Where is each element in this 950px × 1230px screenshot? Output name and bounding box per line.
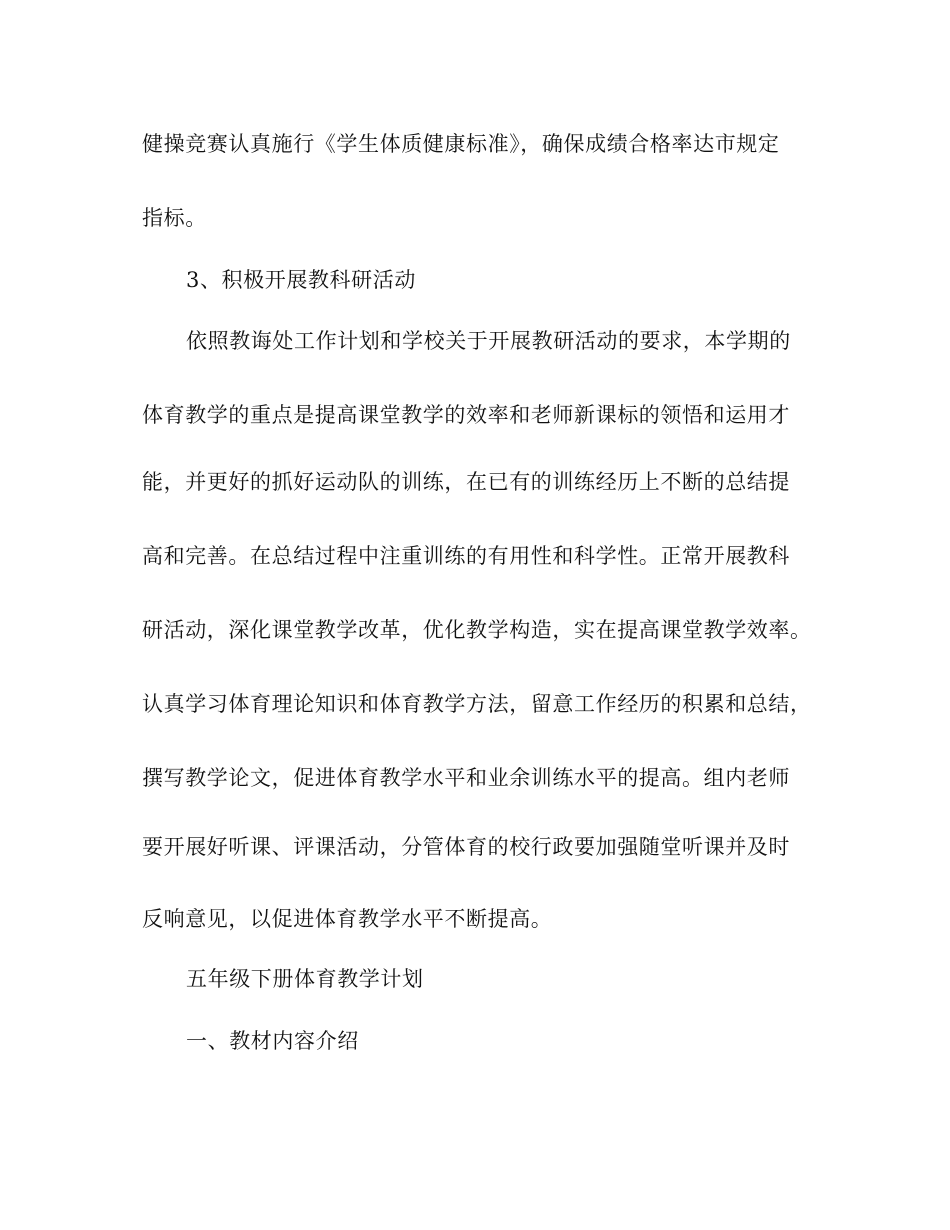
body-text-line: 能，并更好的抓好运动队的训练，在已有的训练经历上不断的总结提	[142, 470, 790, 494]
body-text-line: 高和完善。在总结过程中注重训练的有用性和科学性。正常开展教科	[142, 544, 790, 568]
body-text-line: 体育教学的重点是提高课堂教学的效率和老师新课标的领悟和运用才	[142, 403, 790, 427]
body-text-line: 撰写教学论文，促进体育教学水平和业余训练水平的提高。组内老师	[142, 766, 790, 790]
body-text-line: 研活动，深化课堂教学改革，优化教学构造，实在提高课堂教学效率。	[142, 618, 812, 642]
body-text-line: 反响意见，以促进体育教学水平不断提高。	[142, 907, 553, 931]
body-text-line: 认真学习体育理论知识和体育教学方法，留意工作经历的积累和总结，	[142, 692, 812, 716]
plan-title: 五年级下册体育教学计划	[186, 967, 424, 991]
body-text-line: 健操竞赛认真施行《学生体质健康标准》，确保成绩合格率达市规定	[142, 132, 780, 156]
body-text-line: 依照教诲处工作计划和学校关于开展教研活动的要求，本学期的	[186, 329, 791, 353]
body-text-line: 指标。	[142, 206, 207, 230]
section-heading: 3、积极开展教科研活动	[186, 268, 416, 292]
body-text-line: 要开展好听课、评课活动，分管体育的校行政要加强随堂听课并及时	[142, 835, 790, 859]
section-heading: 一、教材内容介绍	[186, 1029, 359, 1053]
